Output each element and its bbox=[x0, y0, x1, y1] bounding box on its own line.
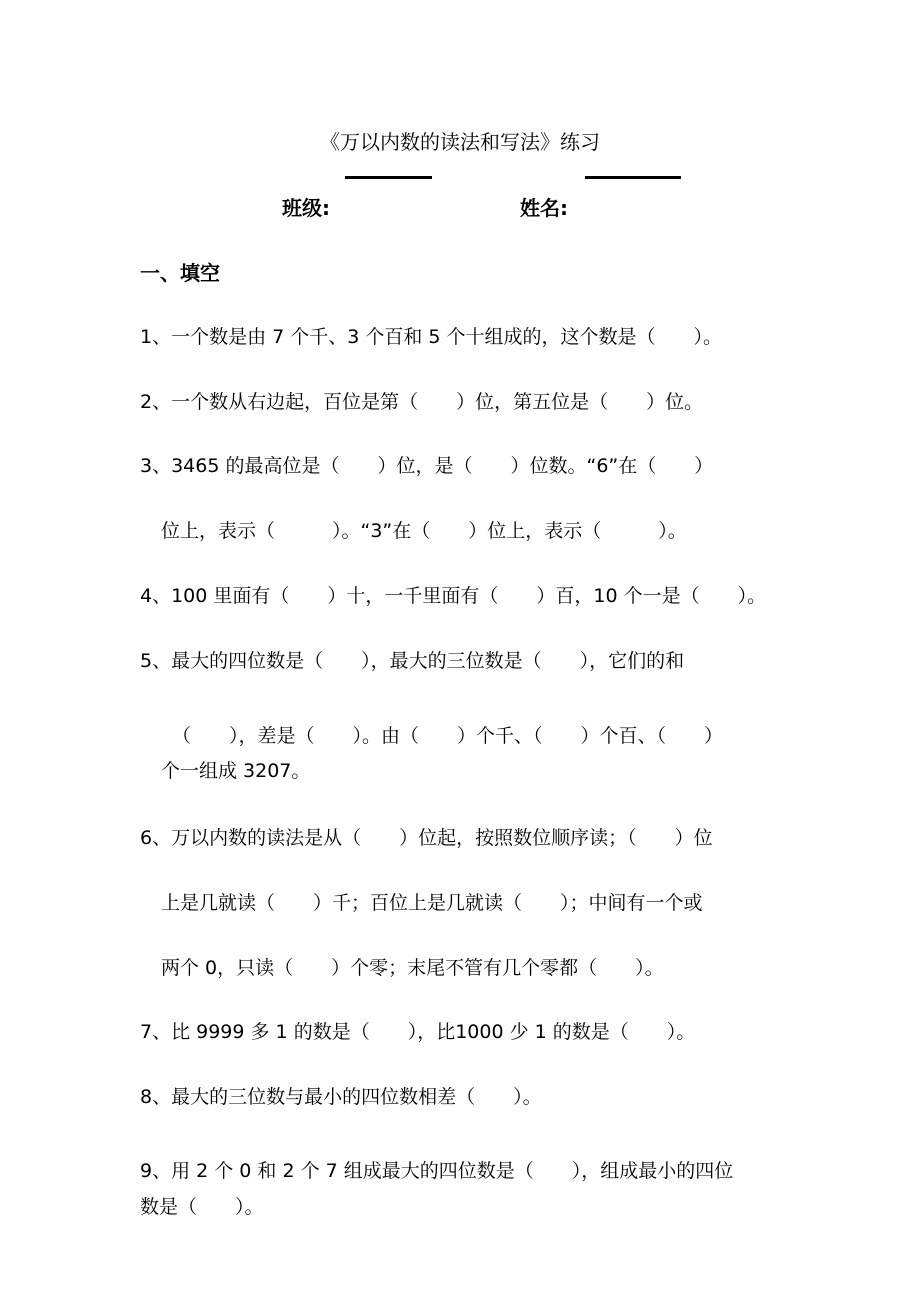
question-5-line-1: 5、最大的四位数是（ ），最大的三位数是（ ），它们的和 bbox=[140, 650, 685, 672]
question-6-line-1: 6、万以内数的读法是从（ ）位起，按照数位顺序读；（ ）位 bbox=[140, 827, 713, 849]
name-underline bbox=[585, 176, 681, 179]
name-label: 姓名: bbox=[520, 196, 568, 220]
question-7: 7、比 9999 多 1 的数是（ ），比1000 少 1 的数是（ ）。 bbox=[140, 1021, 696, 1043]
question-6-line-3: 两个 0，只读（ ）个零；末尾不管有几个零都（ ）。 bbox=[161, 957, 664, 979]
question-8: 8、最大的三位数与最小的四位数相差（ ）。 bbox=[140, 1086, 542, 1108]
question-6-line-2: 上是几就读（ ）千；百位上是几就读（ ）；中间有一个或 bbox=[161, 892, 703, 914]
question-5-line-3: 个一组成 3207。 bbox=[161, 760, 311, 782]
class-label: 班级: bbox=[282, 196, 330, 220]
class-underline bbox=[345, 176, 432, 179]
section-heading: 一、填空 bbox=[140, 261, 220, 285]
question-3-line-2: 位上，表示（ ）。“3”在（ ）位上，表示（ ）。 bbox=[161, 520, 687, 542]
question-9-line-1: 9、用 2 个 0 和 2 个 7 组成最大的四位数是（ ），组成最小的四位 bbox=[140, 1160, 734, 1182]
question-1: 1、一个数是由 7 个千、3 个百和 5 个十组成的，这个数是（ ）。 bbox=[140, 326, 723, 348]
question-9-line-2: 数是（ ）。 bbox=[140, 1196, 264, 1218]
question-5-line-2: （ ），差是（ ）。由（ ）个千、（ ）个百、（ ） bbox=[172, 725, 724, 747]
page-title: 《万以内数的读法和写法》练习 bbox=[320, 130, 600, 154]
question-2: 2、一个数从右边起，百位是第（ ）位，第五位是（ ）位。 bbox=[140, 391, 704, 413]
question-3-line-1: 3、3465 的最高位是（ ）位，是（ ）位数。“6”在（ ） bbox=[140, 455, 714, 477]
question-4: 4、100 里面有（ ）十，一千里面有（ ）百，10 个一是（ ）。 bbox=[140, 585, 767, 607]
